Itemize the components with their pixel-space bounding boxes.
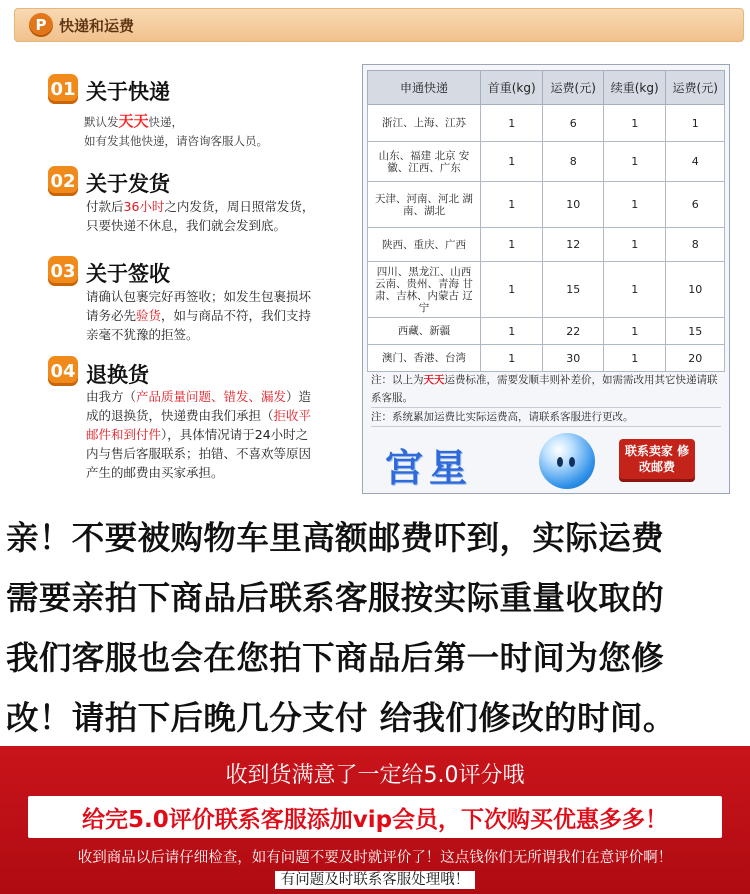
bubble-eye-left	[557, 457, 563, 467]
shipping-fee-panel	[362, 64, 730, 494]
cell-first-fee: 6	[543, 105, 604, 142]
number-badge-04: 04	[48, 356, 78, 386]
section-shipping	[48, 166, 360, 246]
returns-text	[86, 387, 356, 482]
cell-extra-weight: 1	[603, 345, 666, 372]
cell-extra-weight: 1	[603, 105, 666, 142]
cell-extra-fee: 4	[666, 142, 725, 182]
section-title-express: 关于快递	[86, 80, 170, 104]
review-banner	[0, 746, 750, 894]
banner-line-3: 收到商品以后请仔细检查，如有问题不要及时就评价了！这点钱你们无所谓我们在意评价啊！	[77, 850, 673, 866]
section-title-returns: 退换货	[86, 363, 149, 387]
cell-region: 陕西、重庆、广西	[368, 228, 481, 262]
col-header-extra-weight: 续重(kg)	[603, 71, 666, 105]
cell-first-weight: 1	[480, 105, 543, 142]
col-header-first-fee: 运费(元)	[543, 71, 604, 105]
section-returns	[48, 356, 360, 486]
section-signing	[48, 256, 360, 346]
table-row	[368, 142, 725, 182]
notice-line-1: 亲！不要被购物车里高额邮费吓到，实际运费	[6, 519, 665, 557]
cell-extra-weight: 1	[603, 228, 666, 262]
col-header-first-weight: 首重(kg)	[480, 71, 543, 105]
cell-extra-fee: 20	[666, 345, 725, 372]
banner-line-4: 有问题及时联系客服处理哦！	[0, 868, 750, 889]
returns-line-5: 产生的邮费由买家承担。	[86, 465, 224, 480]
cell-region: 西藏、新疆	[368, 318, 481, 345]
table-row	[368, 182, 725, 228]
cell-first-fee: 22	[543, 318, 604, 345]
table-header-row	[368, 71, 725, 105]
cell-first-weight: 1	[480, 228, 543, 262]
note-1: 注：以上为天天运费标准，需要发顺丰则补差价，如需需改用其它快递请联系客服。	[371, 371, 721, 408]
signing-line-1: 请确认包裹完好再签收；如发生包裹损坏	[86, 289, 312, 304]
cell-extra-fee: 8	[666, 228, 725, 262]
shipping-line-2: 只要快递不休息，我们就会发到底。	[86, 218, 287, 233]
cell-first-weight: 1	[480, 262, 543, 318]
cell-first-fee: 15	[543, 262, 604, 318]
section-title-shipping: 关于发货	[86, 172, 170, 196]
section-header	[14, 8, 744, 42]
banner-line-1: 收到货满意了一定给5.0评分哦	[225, 763, 525, 788]
cell-first-weight: 1	[480, 142, 543, 182]
cell-extra-fee: 6	[666, 182, 725, 228]
cell-extra-weight: 1	[603, 318, 666, 345]
section-title: 快递和运费	[59, 16, 135, 35]
returns-line-1: 由我方（产品质量问题、错发、漏发）造	[86, 389, 312, 404]
bubble-eye-right	[569, 457, 575, 467]
table-row	[368, 318, 725, 345]
signing-line-2: 请务必先验货，如与商品不符，我们支持	[86, 308, 312, 323]
col-header-courier: 申通快递	[368, 71, 481, 105]
table-row	[368, 228, 725, 262]
signing-line-3: 亲毫不犹豫的拒签。	[86, 327, 199, 342]
cell-extra-weight: 1	[603, 182, 666, 228]
returns-line-2: 成的退换货，快递费由我们承担（拒收平	[86, 408, 312, 423]
p-badge-icon: P	[29, 13, 53, 37]
returns-line-3: 邮件和到付件），具体情况请于24小时之	[86, 427, 309, 442]
table-notes	[371, 371, 721, 427]
table-row	[368, 345, 725, 372]
cell-first-fee: 8	[543, 142, 604, 182]
notice-line-4: 改！请拍下后晚几分支付 给我们修改的时间。	[6, 699, 676, 737]
cell-extra-weight: 1	[603, 262, 666, 318]
cell-first-weight: 1	[480, 345, 543, 372]
cell-region: 浙江、上海、江苏	[368, 105, 481, 142]
cell-extra-weight: 1	[603, 142, 666, 182]
chat-bubble-icon[interactable]	[539, 433, 595, 489]
contact-seller-button[interactable]: 联系卖家 修改邮费	[619, 439, 695, 479]
cell-first-weight: 1	[480, 318, 543, 345]
section-express	[48, 72, 360, 162]
brand-logo-gongxing: 宫星	[385, 446, 474, 490]
shipping-notice	[6, 508, 746, 748]
banner-vip-callout: 给完5.0评价联系客服添加vip会员，下次购买优惠多多！	[28, 796, 722, 838]
cell-extra-fee: 1	[666, 105, 725, 142]
cell-first-fee: 30	[543, 345, 604, 372]
cell-first-fee: 12	[543, 228, 604, 262]
brand-tiantian: 天天	[118, 112, 149, 130]
number-badge-02: 02	[48, 166, 78, 196]
number-badge-03: 03	[48, 256, 78, 286]
notice-line-2: 需要亲拍下商品后联系客服按实际重量收取的	[6, 579, 665, 617]
cell-extra-fee: 15	[666, 318, 725, 345]
cell-extra-fee: 10	[666, 262, 725, 318]
col-header-extra-fee: 运费(元)	[666, 71, 725, 105]
notice-line-3: 我们客服也会在您拍下商品后第一时间为您修	[6, 639, 665, 677]
shipping-fee-table	[367, 70, 725, 372]
number-badge-01: 01	[48, 74, 78, 104]
express-text	[84, 112, 364, 151]
shipping-text	[86, 197, 356, 235]
returns-line-4: 内与售后客服联系；拍错、不喜欢等原因	[86, 446, 312, 461]
express-line-2: 如有发其他快递，请咨询客服人员。	[84, 134, 268, 148]
cell-first-weight: 1	[480, 182, 543, 228]
cell-region: 澳门、香港、台湾	[368, 345, 481, 372]
shipping-line-1: 付款后36小时之内发货，周日照常发货，	[86, 199, 315, 214]
cell-first-fee: 10	[543, 182, 604, 228]
cell-region: 山东、福建 北京 安徽、江西、广东	[368, 142, 481, 182]
note-2: 注：系统累加运费比实际运费高，请联系客服进行更改。	[371, 408, 721, 427]
cell-region: 四川、黑龙江、山西 云南、贵州、青海 甘肃、吉林、内蒙古 辽宁	[368, 262, 481, 318]
table-row	[368, 105, 725, 142]
signing-text	[86, 287, 356, 344]
section-title-signing: 关于签收	[86, 262, 170, 286]
cell-region: 天津、河南、河北 湖南、湖北	[368, 182, 481, 228]
table-row	[368, 262, 725, 318]
express-line-1: 默认发天天快递，	[84, 112, 184, 130]
